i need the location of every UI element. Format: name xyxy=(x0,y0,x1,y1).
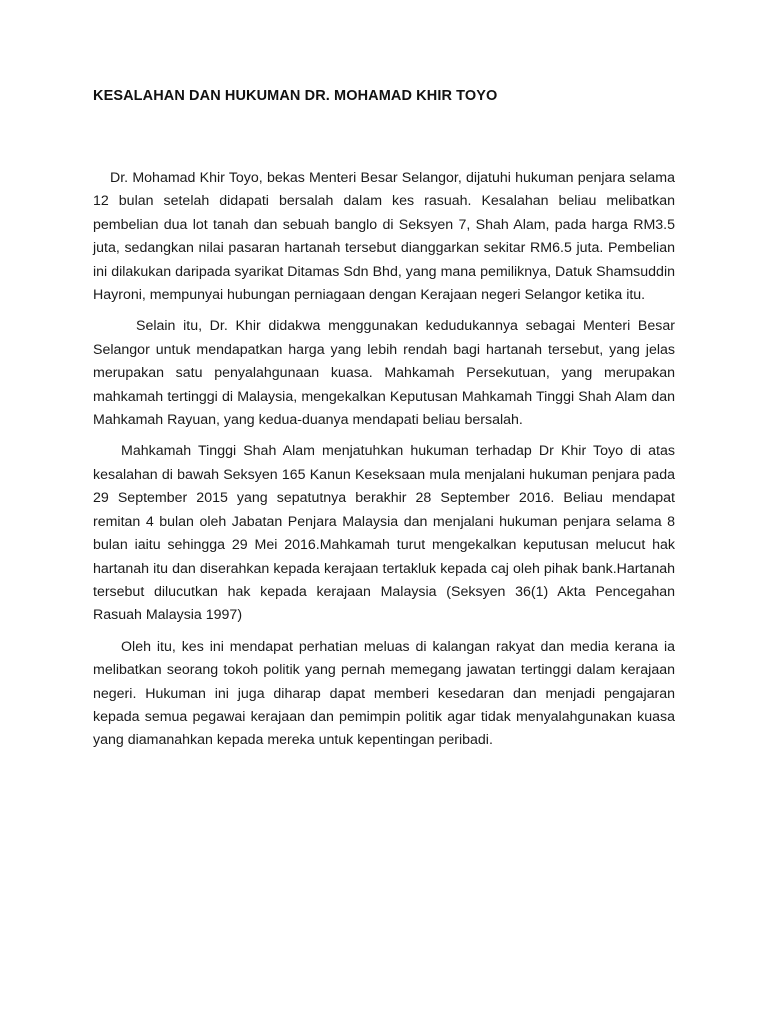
paragraph-3: Mahkamah Tinggi Shah Alam menjatuhkan hukuman terhadap Dr Khir Toyo di atas kesalahan di bawah Seksyen 165 Kanun Keseksaan mula menjalani hukuman penjara pada 29 September 2015 yang sepatutnya berakhir 28 September 2016. Beliau mendapat remitan 4 bulan oleh Jabatan Penjara Malaysia dan menjalani hukuman penjara selama 8 bulan iaitu sehingga 29 Mei 2016.Mahkamah turut mengekalkan keputusan melucut hak hartanah itu dan diserahkan kepada kerajaan tertakluk kepada caj oleh pihak bank.Hartanah tersebut dilucutkan hak kepada kerajaan Malaysia (Seksyen 36(1) Akta Pencegahan Rasuah Malaysia 1997) xyxy=(93,443,675,624)
paragraph-1: Dr. Mohamad Khir Toyo, bekas Menteri Besar Selangor, dijatuhi hukuman penjara selama 12 bulan setelah didapati bersalah dalam kes rasuah. Kesalahan beliau melibatkan pembelian dua lot tanah dan sebuah banglo di Seksyen 7, Shah Alam, pada harga RM3.5 juta, sedangkan nilai pasaran hartanah tersebut dianggarkan sekitar RM6.5 juta. Pembelian ini dilakukan daripada syarikat Ditamas Sdn Bhd, yang mana pemiliknya, Datuk Shamsuddin Hayroni, mempunyai hubungan perniagaan dengan Kerajaan negeri Selangor ketika itu. xyxy=(93,170,675,304)
paragraph-2: Selain itu, Dr. Khir didakwa menggunakan kedudukannya sebagai Menteri Besar Selangor untuk mendapatkan harga yang lebih rendah bagi hartanah tersebut, yang jelas merupakan satu penyalahgunaan kuasa. Mahkamah Persekutuan, yang merupakan mahkamah tertinggi di Malaysia, mengekalkan Keputusan Mahkamah Tinggi Shah Alam dan Mahkamah Rayuan, yang kedua-duanya mendapati beliau bersalah. xyxy=(93,318,675,429)
document-title: KESALAHAN DAN HUKUMAN DR. MOHAMAD KHIR TOYO xyxy=(93,88,498,104)
document-body xyxy=(93,167,675,761)
paragraph-4: Oleh itu, kes ini mendapat perhatian meluas di kalangan rakyat dan media kerana ia melibatkan seorang tokoh politik yang pernah memegang jawatan tertinggi dalam kerajaan negeri. Hukuman ini juga diharap dapat memberi kesedaran dan menjadi pengajaran kepada semua pegawai kerajaan dan pemimpin politik agar tidak menyalahgunakan kuasa yang diamanahkan kepada mereka untuk kepentingan peribadi. xyxy=(93,638,675,749)
